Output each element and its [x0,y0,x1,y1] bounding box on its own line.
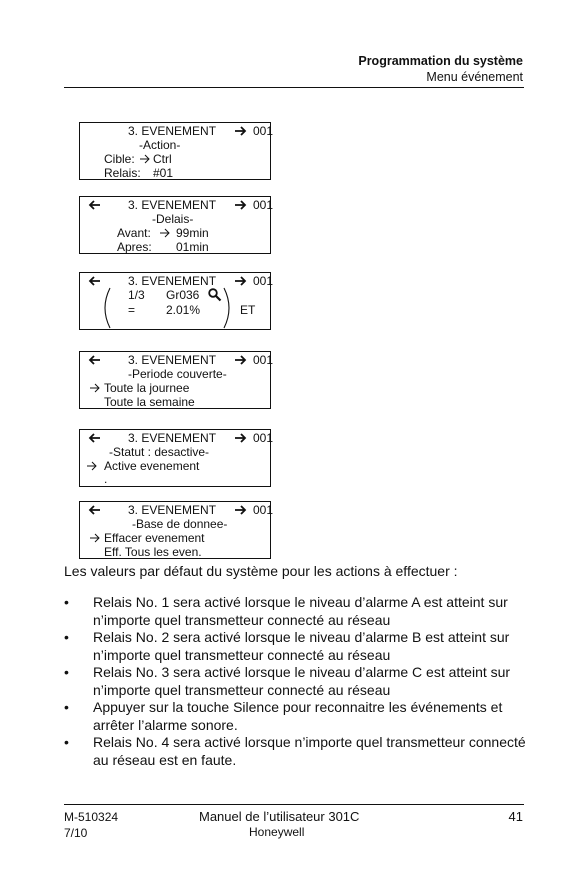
pointer-arrow-icon [86,461,98,471]
list-item: • Relais No. 4 sera activé lorsque n’importe quel transmetteur connecté au réseau est en faute. [64,734,526,769]
arrow-left-icon [88,355,100,365]
pointer-arrow-icon [139,154,151,164]
screen-number: 001 [253,503,274,517]
arrow-right-icon [235,200,247,210]
list-item: • Relais No. 2 sera activé lorsque le niveau d’alarme B est atteint sur n’importe quel transmetteur connecté au réseau [64,629,526,664]
screen-heading: -Action- [139,138,181,152]
right-parenthesis-icon [222,287,236,329]
apres-label: Apres: [117,240,152,254]
footer-divider [64,804,524,805]
footer-manual: Manuel de l’utilisateur 301C [199,809,360,824]
apres-value: 01min [176,240,209,254]
footer-page-number: 41 [508,809,523,824]
lcd-screen-periode [79,351,274,409]
screen-title: 3. EVENEMENT [128,431,217,445]
magnifier-icon [208,288,222,302]
footer-brand: Honeywell [249,825,305,839]
intro-paragraph: Les valeurs par défaut du système pour les actions à effectuer : [64,563,458,579]
footer-date: 7/10 [64,826,88,840]
pointer-arrow-icon [89,383,101,393]
footer-doc-number: M-510324 [64,810,119,824]
equals-sign: = [128,303,136,317]
screen-number: 001 [253,353,274,367]
pointer-arrow-icon [159,228,171,238]
screen-title: 3. EVENEMENT [128,198,217,212]
default-actions-list [64,594,526,769]
arrow-left-icon [88,505,100,515]
screen-number: 001 [253,431,274,445]
cible-label: Cible: [104,152,135,166]
screen-title: 3. EVENEMENT [128,124,217,138]
lcd-screen-base [79,501,274,559]
option-selected: Toute la journee [104,381,190,395]
screen-number: 001 [253,198,274,212]
option-alternative: Toute la semaine [104,395,195,409]
avant-label: Avant: [117,226,151,240]
arrow-right-icon [235,276,247,286]
arrow-right-icon [235,355,247,365]
lcd-screen-delais [79,196,274,254]
arrow-right-icon [235,505,247,515]
lcd-screen-action [79,122,274,180]
screen-number: 001 [253,124,274,138]
logic-operator: ET [240,303,256,317]
arrow-left-icon [88,200,100,210]
option-alternative: . [104,472,108,486]
pointer-arrow-icon [89,533,101,543]
avant-value: 99min [176,226,209,240]
lcd-screen-statut [79,429,274,487]
option-selected: Active evenement [104,459,200,473]
header-divider [64,87,524,88]
fraction-value: 1/3 [128,288,145,302]
relais-value: #01 [153,166,174,180]
left-parenthesis-icon [98,287,112,329]
screen-heading: -Base de donnee- [132,517,228,531]
option-alternative: Eff. Tous les even. [104,545,202,559]
list-item: • Appuyer sur la touche Silence pour reconnaitre les événements et arrêter l’alarme sonore. [64,699,526,734]
arrow-right-icon [235,126,247,136]
screen-heading: -Periode couverte- [128,367,227,381]
percent-value: 2.01% [166,303,201,317]
arrow-left-icon [88,276,100,286]
cible-value: Ctrl [153,152,172,166]
page-header-subtitle: Menu événement [426,70,523,84]
screen-title: 3. EVENEMENT [128,274,217,288]
option-selected: Effacer evenement [104,531,205,545]
list-item: • Relais No. 1 sera activé lorsque le niveau d’alarme A est atteint sur n’importe quel transmetteur connecté au réseau [64,594,526,629]
arrow-right-icon [235,433,247,443]
screen-title: 3. EVENEMENT [128,353,217,367]
arrow-left-icon [88,433,100,443]
lcd-screen-group [79,272,274,330]
screen-heading: -Delais- [152,212,194,226]
screen-title: 3. EVENEMENT [128,503,217,517]
group-value: Gr036 [166,288,200,302]
screen-number: 001 [253,274,274,288]
relais-label: Relais: [104,166,141,180]
screen-heading: -Statut : desactive- [109,445,210,459]
page-header-title: Programmation du système [358,54,523,68]
list-item: • Relais No. 3 sera activé lorsque le niveau d’alarme C est atteint sur n’importe quel transmetteur connecté au réseau [64,664,526,699]
